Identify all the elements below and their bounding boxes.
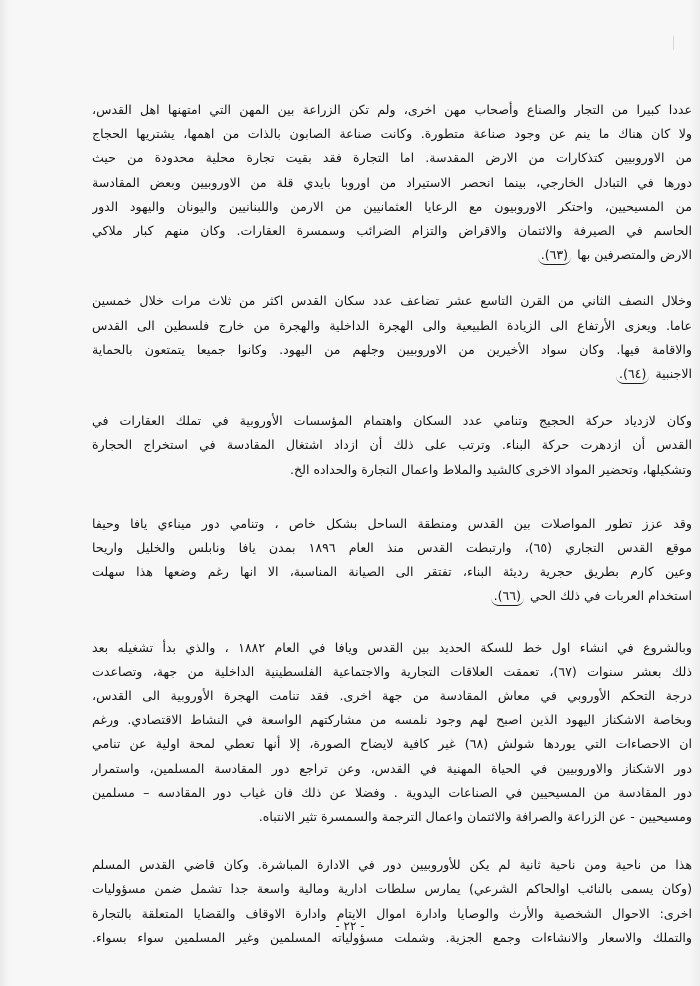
paragraph-transport: [92, 512, 692, 609]
text-line-last: ومسيحيين - عن الزراعة والصرافة والائتمان واعمال الترجمة والسمسرة تثير الانتباه.: [258, 809, 692, 825]
paragraph-administration: [92, 853, 692, 950]
text-line: هذا من ناحية ومن ناحية ثانية لم يكن للأوروبيين دور في الادارة المباشرة. وكان قاضي القدس المسلم: [92, 857, 692, 873]
text-line: من المسيحيين، واحتكر الاوروبيون مع الرعايا العثمانيين من الارمن واللبنانيين واليونان واليهود الدور: [92, 198, 692, 214]
paragraph-construction: [92, 409, 692, 482]
paragraph-trade-crafts: [92, 98, 692, 267]
text-line: (وكان يسمى بالنائب اوالحاكم الشرعي) يمارس سلطات ادارية ومالية واسعة جدا تشمل ضمن مسؤوليات: [92, 881, 692, 897]
text-line: وخلال النصف الثاني من القرن التاسع عشر تضاعف عدد سكان القدس اكثر من ثلاث مرات خلال خمسين: [92, 293, 692, 309]
text-line: اخرى: الاحوال الشخصية والأرث والوصايا وادارة اموال الايتام وادارة الاوقاف والقضايا المتعلقة بالتجارة: [92, 905, 692, 921]
text-line: موقع القدس التجاري (٦٥)، وارتبطت القدس منذ العام ١٨٩٦ بمدن يافا ونابلس والخليل واريحا: [92, 540, 692, 556]
scan-edge-left: [0, 0, 10, 986]
text-line: دور المقادسة من المسيحيين في الصناعات اليدوية . وفضلا عن ذلك فان غياب دور المقادسه – مسلمين: [92, 784, 692, 800]
text-line-last: وتشكيلها، وتحضير المواد الاخرى كالشيد والملاط واعمال التجارة والحداده الخ.: [289, 461, 692, 477]
text-line: درجة التحكم الأوروبي في معاش المقادسة من جهة اخرى. فقد تنامت الهجرة الأوروبية الى القدس،: [92, 688, 692, 704]
text-line: الحاسم في الصيرفة والائتمان والاقراض والتزام الضرائب وسمسرة العقارات. وكان منهم كبار ملاكي: [92, 223, 692, 239]
text-line: من الاوروبيين كتذكارات من الارض المقدسة. اما التجارة فقد بقيت تجارة محلية محدودة من حيث: [92, 150, 692, 166]
paragraph-railway: [92, 636, 692, 830]
text-fragment: الارض والمتصرفين بها: [577, 247, 692, 263]
footnote-ref-64: (٦٤).: [616, 365, 649, 384]
text-line: دور الاشكناز والاوروبيين في الحياة المهنية في القدس، وعن تراجع دور المقادسة المسلمين، واستمرار: [92, 760, 692, 776]
text-line: والتملك والاسعار والانشاءات وجمع الجزية. وشملت مسؤولياته المسلمين وغير المسلمين سواء بسواء.: [92, 929, 692, 945]
text-line: دورها في التبادل الخارجي، بينما انحصر الاستيراد من اوروبا بايدي قلة من الاوروبيين وبعض المقادسة: [92, 174, 692, 190]
text-fragment: استخدام العربات في ذلك الحي: [530, 588, 692, 604]
footnote-ref-63: (٦٣).: [538, 246, 571, 265]
text-line-last: [92, 584, 692, 608]
text-line: القدس أن ازدهرت حركة البناء. وترتب على ذلك أن ازداد اشتغال المقادسة في استخراج الحجارة: [92, 437, 692, 453]
scan-mark: [669, 36, 674, 50]
text-line: وبالشروع في انشاء اول خط للسكة الحديد بين القدس ويافا في العام ١٨٨٢ ، والذي بدأ تشغيله بعد: [92, 639, 692, 655]
text-line: وعين كارم بطريق حجرية رديئة البناء، تفتقر الى الصيانة المناسبة، الا انها رغم وضعها هذا سهلت: [92, 564, 692, 580]
text-line: وقد عزز تطور المواصلات بين القدس ومنطقة الساحل بشكل خاص ، وتنامي دور ميناءي يافا وحيفا: [92, 515, 692, 531]
text-line: ان الاحصاءات التي يوردها شولش (٦٨) غير كافية لايضاح الصورة، إلا أنها تعطي لمحة اولية عن تنامي: [92, 736, 692, 752]
text-line: عددا كبيرا من التجار والصناع وأصحاب مهن اخرى، ولم تكن الزراعة بين المهن التي امتهنها اهل القدس،: [92, 102, 692, 117]
paragraph-population: [92, 289, 692, 386]
document-body: [92, 98, 692, 950]
footnote-ref-66: (٦٦).: [491, 587, 524, 606]
text-line: وبخاصة الاشكناز اليهود الذين اصبح لهم وجود نلمسه من مشاركتهم الواسعة في النشاط الاقتصادي. ورغم: [92, 712, 692, 728]
text-line-last: [92, 243, 692, 267]
text-line: عاما. ويعزى الأرتفاع الى الزيادة الطبيعية والى الهجرة الداخلية والهجرة من خارج فلسطين الى القدس: [92, 317, 692, 333]
text-line: ولا كان هناك ما ينم عن وجود صناعة متطورة. وكانت صناعة الصابون بالذات من اهمها، يشتريها الحجاج: [92, 126, 692, 142]
text-line: وكان لازدياد حركة الحجيج وتنامي عدد السكان واهتمام المؤسسات الأوروبية في تملك العقارات في: [92, 413, 692, 429]
text-fragment: الاجنبية: [655, 366, 692, 382]
text-line-last: [92, 362, 692, 386]
text-line: والاقامة فيها. وكان سواد الأخيرين من الاوروبيين وجلهم من اليهود. وكانوا جميعا يتمتعون بالحماية: [92, 341, 692, 357]
text-line: ذلك بعشر سنوات (٦٧)، تعمقت العلاقات التجارية والاجتماعية الفلسطينية الداخلية من جهة، وتصاعدت: [92, 663, 692, 679]
page-number: - ٢٢ -: [335, 919, 365, 933]
